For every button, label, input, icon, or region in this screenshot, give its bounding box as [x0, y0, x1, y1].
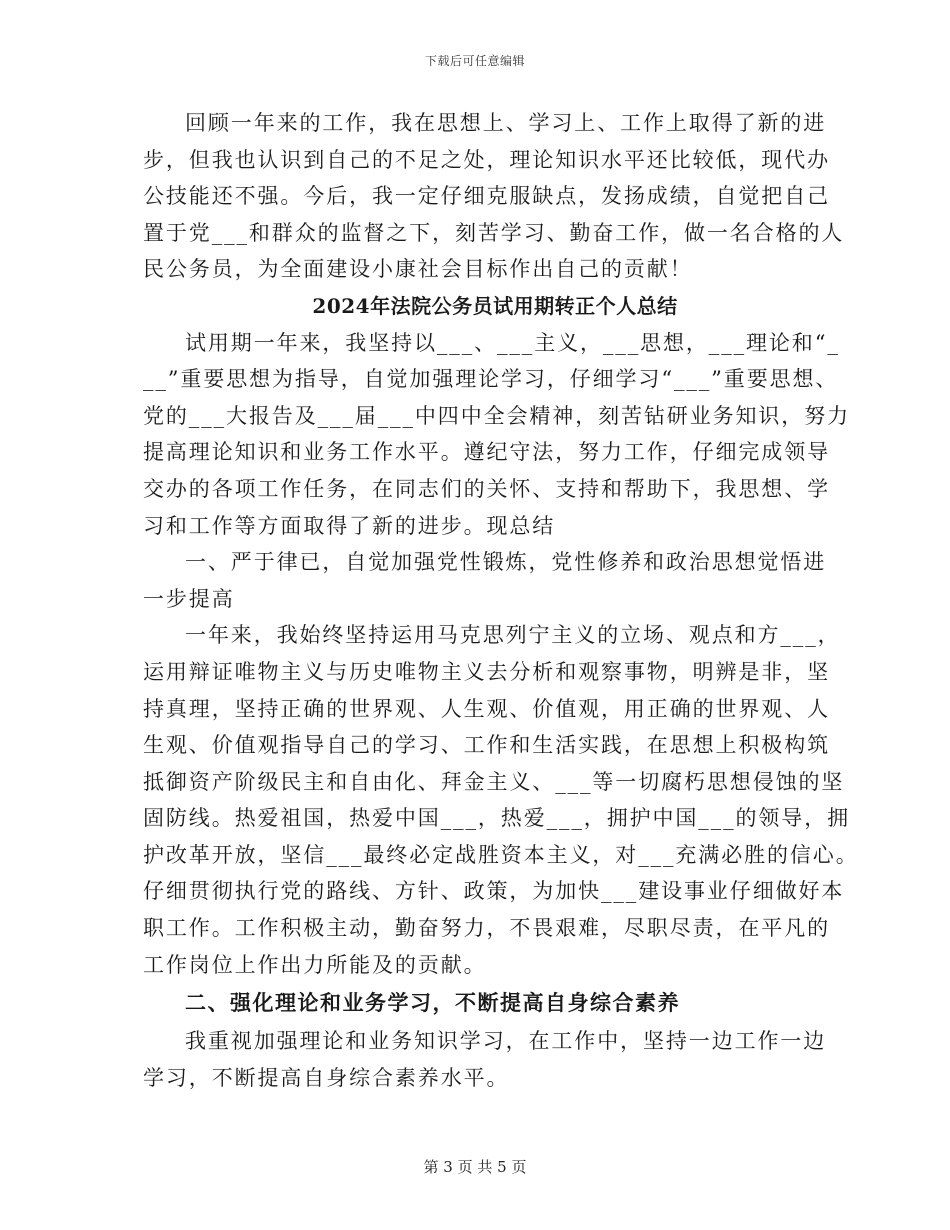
text-line: 运用辩证唯物主义与历史唯物主义去分析和观察事物，明辨是非，坚	[143, 659, 830, 684]
text-line: 回顾一年来的工作，我在思想上、学习上、工作上取得了新的进	[185, 111, 827, 135]
paragraph-politics	[143, 617, 859, 983]
text-line: 民公务员，为全面建设小康社会目标作出自己的贡献！	[143, 257, 693, 282]
text-line: 置于党___和群众的监督之下，刻苦学习、勤奋工作，做一名合格的人	[143, 220, 845, 245]
page-number: 第 3 页 共 5 页	[423, 1158, 527, 1176]
section-heading-1	[143, 544, 827, 617]
text-line: 我重视加强理论和业务知识学习，在工作中，坚持一边工作一边	[185, 1029, 827, 1054]
text-line: 提高理论知识和业务工作水平。遵纪守法，努力工作，仔细完成领导	[143, 440, 830, 465]
text-line: 抵御资产阶级民主和自由化、拜金主义、___等一切腐朽思想侵蚀的坚	[143, 769, 845, 794]
section-heading-2: 二、强化理论和业务学习，不断提高自身综合素养	[185, 990, 680, 1016]
document-title: 2024年法院公务员试用期转正个人总结	[312, 293, 678, 318]
page-header: 下载后可任意编辑	[424, 54, 525, 68]
text-line: 仔细贯彻执行党的路线、方针、政策，为加快___建设事业仔细做好本	[143, 879, 845, 904]
text-line: 一年来，我始终坚持运用马克思列宁主义的立场、观点和方___，	[185, 623, 841, 648]
text-line: 交办的各项工作任务，在同志们的关怀、支持和帮助下，我思想、学	[143, 476, 830, 501]
text-line: 习和工作等方面取得了新的进步。现总结	[143, 513, 556, 538]
text-line: __”重要思想为指导，自觉加强理论学习，仔细学习“___”重要思想、	[143, 367, 839, 392]
document-body	[143, 105, 859, 1096]
text-line: 步，但我也认识到自己的不足之处，理论知识水平还比较低，现代办	[143, 147, 830, 172]
text-line: 公技能还不强。今后，我一定仔细克服缺点，发扬成绩，自觉把自己	[143, 184, 830, 209]
paragraph-review	[143, 105, 845, 288]
text-line: 职工作。工作积极主动，勤奋努力，不畏艰难，尽职尽责，在平凡的	[143, 916, 830, 941]
text-line: 一、严于律已，自觉加强党性锻炼，党性修养和政治思想觉悟进	[185, 550, 827, 575]
text-line: 试用期一年来，我坚持以___、___主义，___思想，___理论和“_	[185, 330, 840, 355]
text-line: 党的___大报告及___届___中四中全会精神，刻苦钻研业务知识，努力	[143, 403, 850, 428]
text-line: 生观、价值观指导自己的学习、工作和生活实践，在思想上积极构筑	[143, 733, 830, 758]
text-line: 护改革开放，坚信___最终必定战胜资本主义，对___充满必胜的信心。	[143, 842, 859, 867]
text-line: 工作岗位上作出力所能及的贡献。	[143, 952, 487, 977]
text-line: 持真理，坚持正确的世界观、人生观、价值观，用正确的世界观、人	[143, 696, 830, 721]
text-line: 一步提高	[143, 586, 235, 611]
text-line: 固防线。热爱祖国，热爱中国___，热爱___，拥护中国___的领导，拥	[143, 806, 850, 831]
paragraph-study	[143, 1023, 827, 1096]
paragraph-intro	[143, 325, 850, 545]
text-line: 学习，不断提高自身综合素养水平。	[143, 1065, 510, 1090]
